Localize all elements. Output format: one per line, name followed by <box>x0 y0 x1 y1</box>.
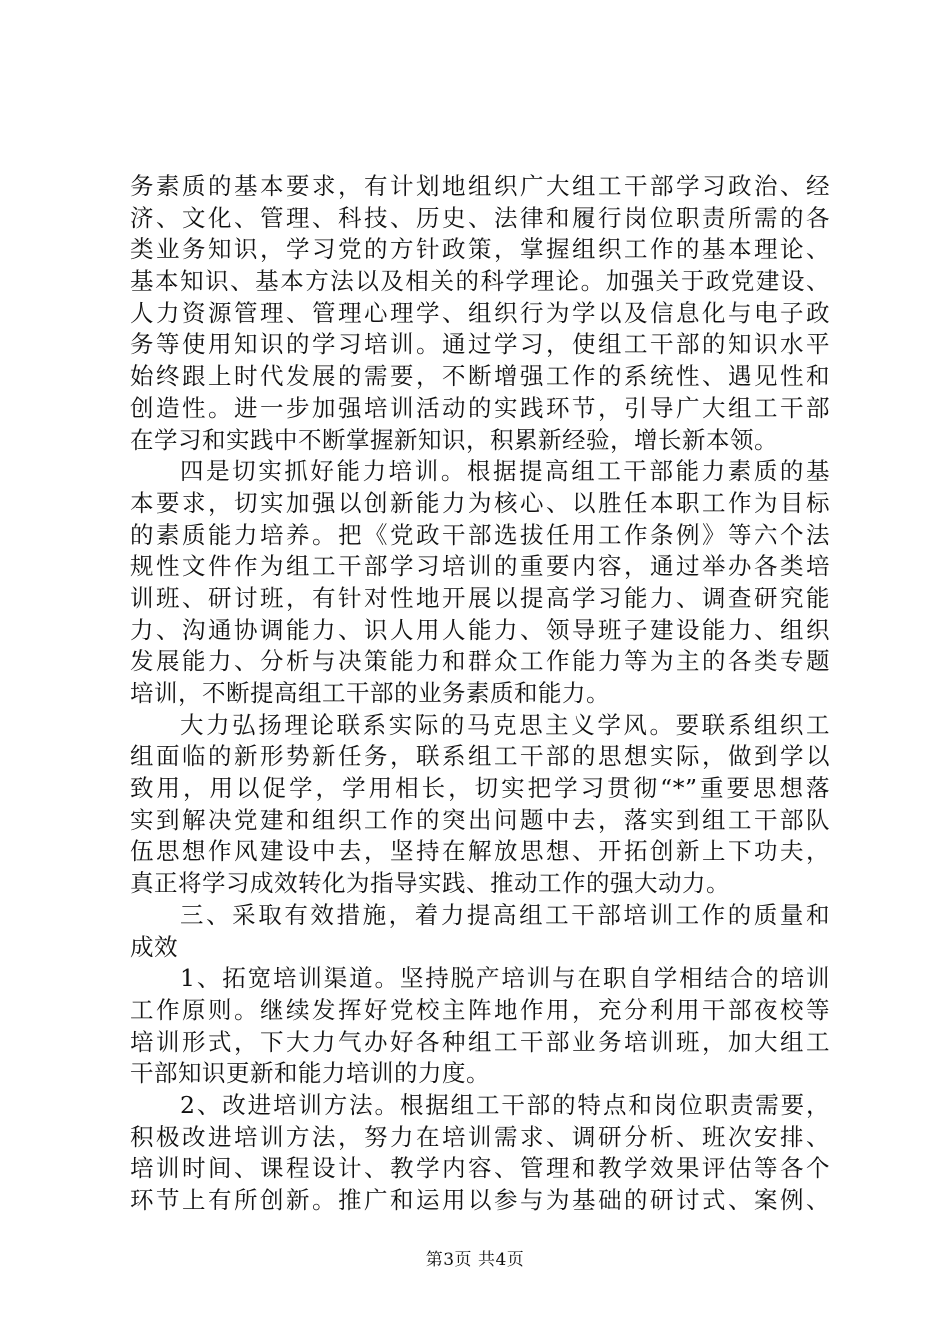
text-line: 1、拓宽培训渠道。坚持脱产培训与在职自学相结合的培训 <box>180 964 830 993</box>
text-line: 培训，不断提高组工干部的业务素质和能力。 <box>130 679 610 707</box>
document-body <box>130 171 830 1217</box>
text-line: 始终跟上时代发展的需要，不断增强工作的系统性、遇见性和 <box>130 362 830 391</box>
text-line: 伍思想作风建设中去，坚持在解放思想、开拓创新上下功夫， <box>130 837 830 866</box>
text-line: 力、沟通协调能力、识人用人能力、领导班子建设能力、组织 <box>130 615 830 644</box>
text-line: 培训时间、课程设计、教学内容、管理和教学效果评估等各个 <box>130 1154 830 1183</box>
text-line: 实到解决党建和组织工作的突出问题中去，落实到组工干部队 <box>130 805 830 834</box>
text-line: 创造性。进一步加强培训活动的实践环节，引导广大组工干部 <box>130 393 830 422</box>
text-line: 三、采取有效措施，着力提高组工干部培训工作的质量和 <box>180 900 830 929</box>
text-line: 基本知识、基本方法以及相关的科学理论。加强关于政党建设、 <box>130 267 830 296</box>
text-line: 干部知识更新和能力培训的力度。 <box>130 1059 490 1088</box>
text-line: 培训形式，下大力气办好各种组工干部业务培训班，加大组工 <box>130 1027 830 1056</box>
text-line: 本要求，切实加强以创新能力为核心、以胜任本职工作为目标 <box>130 488 830 517</box>
text-line: 大力弘扬理论联系实际的马克思主义学风。要联系组织工 <box>180 710 830 739</box>
text-line: 人力资源管理、管理心理学、组织行为学以及信息化与电子政 <box>130 298 830 327</box>
text-line: 四是切实抓好能力培训。根据提高组工干部能力素质的基 <box>180 457 830 486</box>
text-line: 积极改进培训方法，努力在培训需求、调研分析、班次安排、 <box>130 1122 830 1151</box>
text-line: 济、文化、管理、科技、历史、法律和履行岗位职责所需的各 <box>130 203 830 232</box>
text-line: 务等使用知识的学习培训。通过学习，使组工干部的知识水平 <box>130 330 830 359</box>
text-line: 务素质的基本要求，有计划地组织广大组工干部学习政治、经 <box>130 172 830 200</box>
text-line: 的素质能力培养。把《党政干部选拔任用工作条例》等六个法 <box>130 520 830 549</box>
text-line: 成效 <box>130 932 178 961</box>
text-line: 工作原则。继续发挥好党校主阵地作用，充分利用干部夜校等 <box>130 995 830 1024</box>
text-line: 训班、研讨班，有针对性地开展以提高学习能力、调查研究能 <box>130 583 830 612</box>
text-line: 规性文件作为组工干部学习培训的重要内容，通过举办各类培 <box>130 552 830 581</box>
page-footer: 第3页 共4页 <box>425 1250 525 1270</box>
text-line: 真正将学习成效转化为指导实践、推动工作的强大动力。 <box>130 869 730 898</box>
text-line: 环节上有所创新。推广和运用以参与为基础的研讨式、案例、 <box>130 1186 830 1214</box>
text-line: 发展能力、分析与决策能力和群众工作能力等为主的各类专题 <box>130 647 830 676</box>
text-line: 类业务知识，学习党的方针政策，掌握组织工作的基本理论、 <box>130 235 830 264</box>
text-line: 组面临的新形势新任务，联系组工干部的思想实际，做到学以 <box>130 742 830 771</box>
text-line: 2、改进培训方法。根据组工干部的特点和岗位职责需要， <box>180 1090 830 1119</box>
text-line: 在学习和实践中不断掌握新知识，积累新经验，增长新本领。 <box>130 425 778 454</box>
text-line: 致用，用以促学，学用相长，切实把学习贯彻“*”重要思想落 <box>130 774 830 803</box>
